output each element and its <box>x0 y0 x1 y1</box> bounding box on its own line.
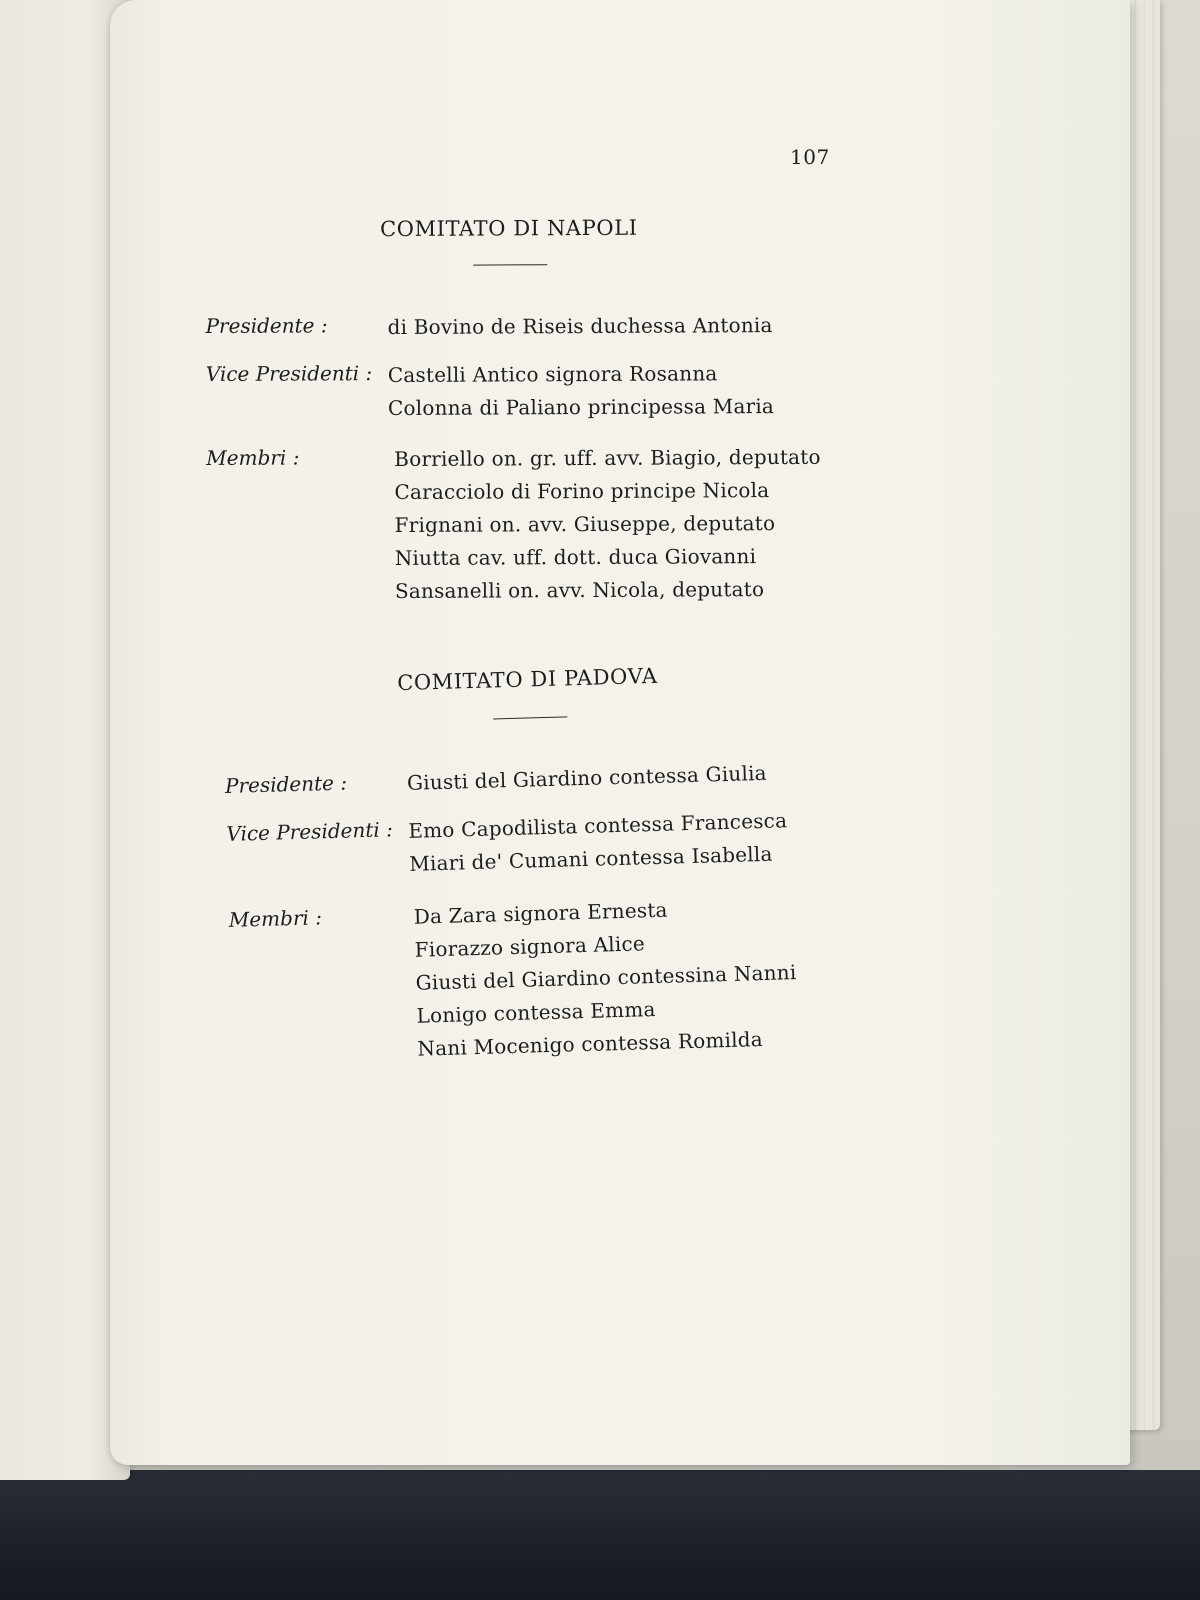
page-content <box>110 0 1130 1465</box>
committee-napoli <box>205 214 905 604</box>
vice-president-name: Miari de' Cumani contessa Isabella <box>408 841 773 876</box>
vice-president-name: Emo Capodilista contessa Francesca <box>408 808 788 843</box>
president-names <box>407 757 768 800</box>
president-name: Giusti del Giardino contessa Giulia <box>406 760 768 795</box>
vice-president-name: Colonna di Paliano principessa Maria <box>387 394 775 421</box>
member-name: Borriello on. gr. uff. avv. Biagio, deputato <box>394 444 821 472</box>
vice-presidents-row <box>226 800 926 876</box>
president-row <box>205 308 905 340</box>
vice-presidents-label: Vice Presidenti : <box>226 817 394 846</box>
members-row <box>206 440 906 604</box>
members-names <box>413 890 798 1066</box>
members-label: Membri : <box>228 905 323 932</box>
member-name: Giusti del Giardino contessina Nanni <box>415 960 797 995</box>
member-name: Niutta cav. uff. dott. duca Giovanni <box>394 544 757 571</box>
title-rule <box>493 716 567 719</box>
member-name: Lonigo contessa Emma <box>416 997 656 1028</box>
vice-presidents-label: Vice Presidenti : <box>205 361 373 386</box>
committee-title: COMITATO DI PADOVA <box>396 663 658 696</box>
vice-presidents-row <box>205 356 906 421</box>
committee-title: COMITATO DI NAPOLI <box>379 215 638 242</box>
vice-presidents-names <box>408 804 789 881</box>
members-names <box>394 441 821 608</box>
member-name: Da Zara signora Ernesta <box>413 897 668 929</box>
member-name: Fiorazzo signora Alice <box>414 931 646 962</box>
book-page <box>110 0 1130 1465</box>
title-rule <box>473 264 547 265</box>
member-name: Sansanelli on. avv. Nicola, deputato <box>394 577 765 604</box>
members-label: Membri : <box>206 445 300 470</box>
member-name: Caracciolo di Forino principe Nicola <box>394 478 770 505</box>
president-names <box>387 309 772 344</box>
committee-padova <box>222 656 922 1061</box>
president-name: di Bovino de Riseis duchessa Antonia <box>387 313 773 340</box>
members-row <box>228 886 928 1061</box>
president-label: Presidente : <box>224 770 348 798</box>
vice-presidents-names <box>388 357 774 425</box>
president-row <box>224 752 925 798</box>
president-label: Presidente : <box>205 313 328 338</box>
vice-president-name: Castelli Antico signora Rosanna <box>387 361 718 388</box>
page-number: 107 <box>790 145 830 169</box>
member-name: Nani Mocenigo contessa Romilda <box>417 1027 764 1061</box>
dark-fabric-background <box>0 1470 1200 1600</box>
member-name: Frignani on. avv. Giuseppe, deputato <box>394 511 776 538</box>
